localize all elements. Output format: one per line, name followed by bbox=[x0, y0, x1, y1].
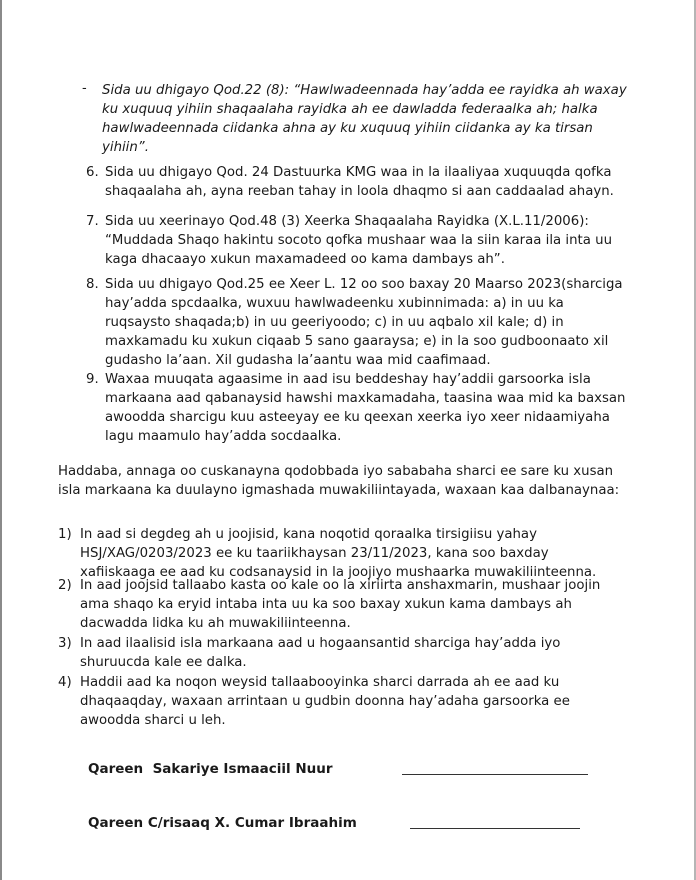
request-text: In aad ilaalisid isla markaana aad u hogaansantid sharciga hay’adda iyo shuruucda kale ee dalka. bbox=[80, 636, 561, 670]
signature-line-1 bbox=[402, 774, 588, 775]
bullet-marker: - bbox=[82, 81, 87, 96]
list-item-text: Sida uu xeerinayo Qod.48 (3) Xeerka Shaqaalaha Rayidka (X.L.11/2006): “Muddada Shaqo hakintu socoto qofka mushaar waa la siin karaa ila inta uu kaga dhacaayo xukun maxamadeed oo kama dambays ah”. bbox=[105, 214, 612, 267]
signatory-name-1: Qareen Sakariye Ismaaciil Nuur bbox=[88, 761, 333, 777]
signatory-name-2: Qareen C/risaaq X. Cumar Ibraahim bbox=[88, 815, 357, 831]
request-text: Haddii aad ka noqon weysid tallaabooyinka sharci darrada ah ee aad ku dhaqaaqday, waxaan arrintaan u gudbin doonna hay’adaha garsoorka ee awoodda sharci u leh. bbox=[80, 675, 570, 728]
list-item-number: 6. bbox=[86, 165, 99, 180]
list-item-number: 8. bbox=[86, 277, 99, 292]
request-text: In aad si degdeg ah u joojisid, kana noqotid qoraalka tirsigiisu yahay HSJ/XAG/0203/2023 ee ku taariikhaysan 23/11/2023, kana soo baxday xafiiskaaga ee aad ku codsanaysid in la joojiyo mushaarka muwakiliinteenna. bbox=[80, 527, 597, 580]
intro-paragraph: Haddaba, annaga oo cuskanayna qodobbada iyo sababaha sharci ee sare ku xusan isla markaana ka duulayno igmashada muwakiliintayada, waxaan kaa dalbanaynaa: bbox=[58, 464, 620, 498]
request-number: 3) bbox=[58, 636, 72, 651]
request-number: 2) bbox=[58, 578, 72, 593]
list-item-text: Sida uu dhigayo Qod.25 ee Xeer L. 12 oo soo baxay 20 Maarso 2023(sharciga hay’adda spcdaalka, wuxuu hawlwadeenku xubinnimada: a) in uu ka ruqsaysto shaqada;b) in uu geeriyoodo; c) in uu aqbalo xil kale; d) in maxkamadu ku xukun ciqaab 5 sano gaaraysa; e) in la soo gudboonaato xil gudasho la’aan. Xil gudasha la’aantu waa mid caafimaad. bbox=[105, 277, 623, 368]
request-number: 4) bbox=[58, 675, 72, 690]
bullet-item-text: Sida uu dhigayo Qod.22 (8): “Hawlwadeennada hay’adda ee rayidka ah waxay ku xuquuq yihiin shaqaalaha rayidka ah ee dawladda federaalka ah; halka hawlwadeennada ciidanka ahna ay ku xuquuq yihiin ciidanka ay ka tirsan yihiin”. bbox=[102, 83, 627, 155]
signature-line-2 bbox=[410, 828, 580, 829]
list-item-text: Sida uu dhigayo Qod. 24 Dastuurka KMG waa in la ilaaliyaa xuquuqda qofka shaqaalaha ah, ayna reeban tahay in loola dhaqmo si aan caddaalad ahayn. bbox=[105, 165, 614, 199]
list-item-text: Waxaa muuqata agaasime in aad isu beddeshay hay’addii garsoorka isla markaana aad qabanaysid hawshi maxkamadaha, taasina waa mid ka baxsan awoodda sharcigu kuu asteeyay ee ku qeexan xeerka iyo xeer nidaamiyaha lagu maamulo hay’adda socdaalka. bbox=[105, 372, 626, 444]
list-item-number: 9. bbox=[86, 372, 99, 387]
request-number: 1) bbox=[58, 527, 72, 542]
list-item-number: 7. bbox=[86, 214, 99, 229]
request-text: In aad joojsid tallaabo kasta oo kale oo la xiriirta anshaxmarin, mushaar joojin ama shaqo ka eryid intaba inta uu ka soo baxay xukun kama dambays ah dacwadda lidka ku ah muwakiliinteenna. bbox=[80, 578, 601, 631]
